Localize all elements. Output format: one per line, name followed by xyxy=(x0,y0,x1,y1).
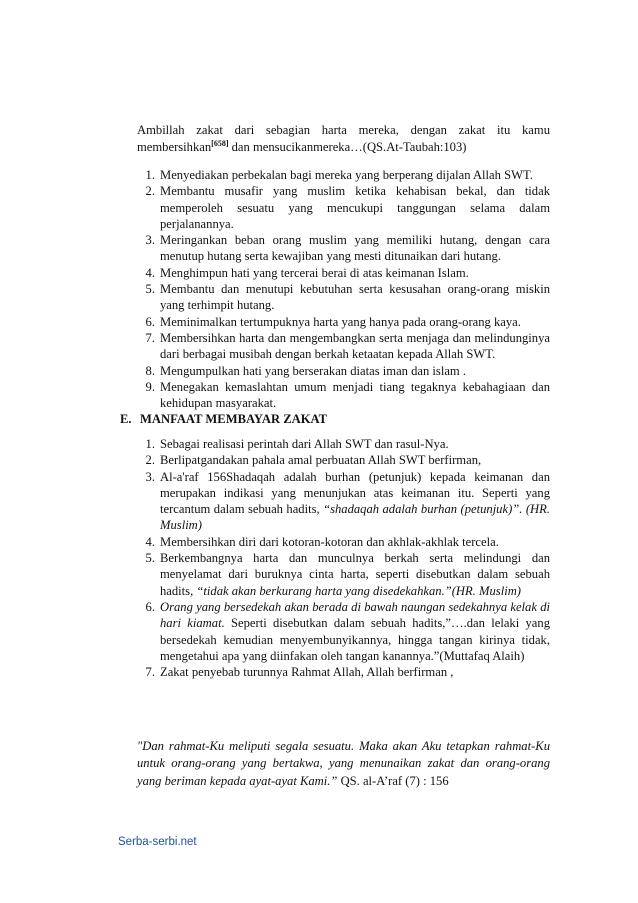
item-number: 8. xyxy=(145,363,155,378)
item-text: Mengumpulkan hati yang berserakan diatas iman dan islam . xyxy=(160,363,467,378)
item-text: Membantu musafir yang muslim ketika kehabisan bekal, dan tidak memperoleh sesuatu yang mencukupi tanggungan selama dalam perjalanannya. xyxy=(160,184,550,231)
list-item xyxy=(137,281,550,314)
item-number: 4. xyxy=(145,265,155,280)
item-text: Membantu dan menutupi kebutuhan serta kesusahan orang-orang miskin yang terhimpit hutang. xyxy=(160,282,550,313)
closing-quote xyxy=(137,738,550,790)
item-number: 4. xyxy=(145,534,155,549)
item-text: Sebagai realisasi perintah dari Allah SWT dan rasul-Nya. xyxy=(160,437,449,451)
item-text: Zakat penyebab turunnya Rahmat Allah, Allah berfirman , xyxy=(160,665,454,680)
list-item xyxy=(137,183,550,232)
item-number: 7. xyxy=(145,665,155,680)
footer-site-name: Serba-serbi.net xyxy=(118,836,197,848)
list-item xyxy=(137,550,550,599)
list-item xyxy=(137,232,550,265)
item-number: 5. xyxy=(145,551,155,566)
item-number: 1. xyxy=(145,437,155,451)
list-item xyxy=(137,664,550,680)
item-text: Berkembangnya harta dan munculnya berkah serta melindungi dan menyelamat dari buruknya cinta harta, seperti disebutkan dalam sebuah hadits, xyxy=(160,551,550,598)
list-item xyxy=(137,314,550,330)
item-text: Menyediakan perbekalan bagi mereka yang berperang dijalan Allah SWT. xyxy=(160,168,533,182)
list-item xyxy=(137,265,550,281)
intro-text: Ambillah zakat dari sebagian harta mereka, dengan zakat itu kamu membersihkan xyxy=(137,123,550,154)
intro-paragraph xyxy=(137,122,550,156)
purpose-list xyxy=(137,167,550,411)
list-item xyxy=(137,436,550,452)
section-letter: E. xyxy=(120,412,132,426)
item-number: 9. xyxy=(145,379,155,394)
item-number: 7. xyxy=(145,330,155,345)
list-item xyxy=(137,452,550,468)
item-text: Menegakan kemaslahtan umum menjadi tiang tegaknya kebahagiaan dan kehidupan masyarakat. xyxy=(160,379,550,411)
quote-citation: QS. al-A’raf (7) : 156 xyxy=(337,773,449,788)
list-item xyxy=(137,534,550,550)
list-item xyxy=(137,363,550,379)
item-number: 6. xyxy=(145,599,155,614)
item-text: Berlipatgandakan pahala amal perbuatan Allah SWT berfirman, xyxy=(160,453,482,468)
list-item xyxy=(137,167,550,183)
item-number: 1. xyxy=(145,168,155,182)
benefit-list xyxy=(137,436,550,680)
item-number: 2. xyxy=(145,453,155,468)
item-number: 3. xyxy=(145,233,155,248)
item-text: Membersihkan diri dari kotoran-kotoran dan akhlak-akhlak tercela. xyxy=(160,534,499,549)
item-text: Menghimpun hati yang tercerai berai di atas keimanan Islam. xyxy=(160,265,469,280)
item-number: 2. xyxy=(145,184,155,199)
item-number: 3. xyxy=(145,469,155,484)
footnote-ref[interactable]: [658] xyxy=(211,139,229,148)
item-quote: “shadaqah adalah burhan (petunjuk)”. (HR. Muslim) xyxy=(160,502,550,533)
item-quote: “tidak akan berkurang harta yang disedekahkan.”(HR. Muslim) xyxy=(196,583,521,598)
item-text: Meringankan beban orang muslim yang memiliki hutang, dengan cara menutup hutang serta kewajiban yang mesti ditunaikan dari hutang. xyxy=(160,233,550,264)
item-text: Meminimalkan tertumpuknya harta yang hanya pada orang-orang kaya. xyxy=(160,314,521,329)
quote-text: "Dan rahmat-Ku meliputi segala sesuatu. Maka akan Aku tetapkan rahmat-Ku untuk orang-orang yang bertakwa, yang menunaikan zakat dan orang-orang yang beriman kepada ayat-ayat Kami.” xyxy=(137,739,550,788)
section-heading xyxy=(120,411,327,428)
item-text: Al-a'raf 156Shadaqah adalah burhan (petunjuk) kepada keimanan dan merupakan indikasi yang menunjukan atas keimanan itu. Seperti yang tercantum dalam sebuah hadits, xyxy=(160,469,550,517)
list-item xyxy=(137,469,550,534)
item-quote: Orang yang bersedekah akan berada di bawah naungan sedekahnya kelak di hari kiamat. xyxy=(160,599,550,631)
list-item xyxy=(137,330,550,363)
section-title: MANFAAT MEMBAYAR ZAKAT xyxy=(140,412,328,426)
intro-text-cont: dan mensucikanmereka…(QS.At-Taubah:103) xyxy=(228,140,467,154)
item-number: 6. xyxy=(145,314,155,329)
item-number: 5. xyxy=(145,282,155,297)
list-item xyxy=(137,599,550,664)
item-text: Seperti disebutkan dalam sebuah hadits,”….dan lelaki yang bersedekah kemudian menyembunyikannya, hingga tangan kirinya tidak, mengetahui apa yang diinfakan oleh tangan kanannya.”(Muttafaq Alaih) xyxy=(160,616,550,663)
list-item xyxy=(137,379,550,412)
item-text: Membersihkan harta dan mengembangkan serta menjaga dan melindunginya dari berbagai musibah dengan berkah ketaatan kepada Allah SWT. xyxy=(160,330,550,362)
